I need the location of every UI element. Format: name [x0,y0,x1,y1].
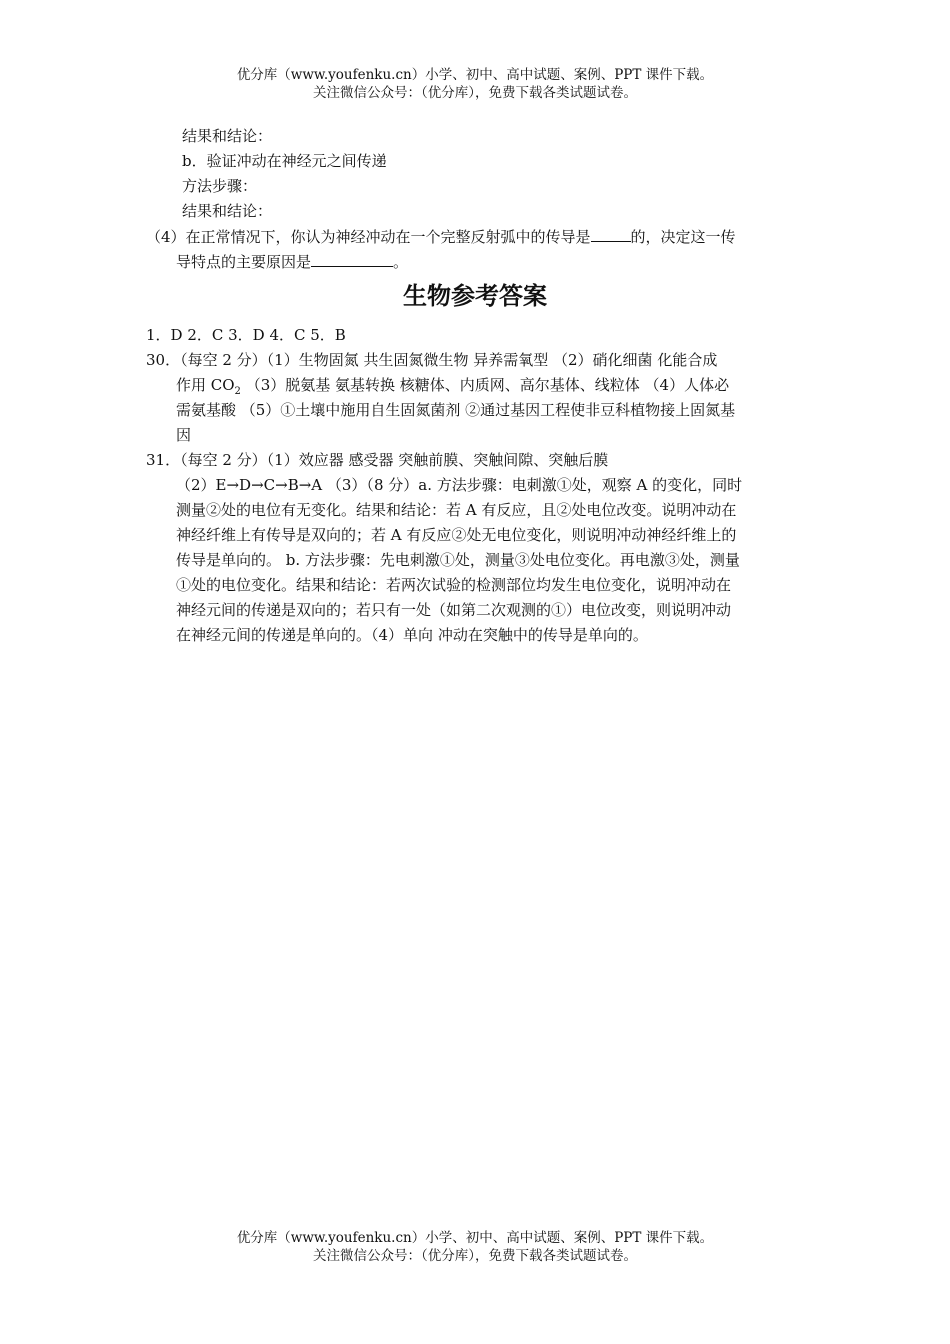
answer-choice-line: 1．D 2．C 3．D 4．C 5．B [146,326,346,344]
answer-31-line-5: 传导是单向的。 b. 方法步骤：先电刺激①处，测量③处电位变化。再电激③处，测量 [176,551,740,569]
question-4-text-4: 。 [393,253,409,271]
answer-30-text-b: （3）脱氨基 氨基转换 核糖体、内质网、高尔基体、线粒体 （4）人体必 [240,376,730,394]
page-header [0,66,950,102]
answer-31-line-8: 在神经元间的传递是单向的。（4）单向 冲动在突触中的传导是单向的。 [176,626,648,644]
method-steps-b: 方法步骤： [182,177,258,195]
result-conclusion-b: 结果和结论： [182,202,273,220]
answer-31-line-2: （2）E→D→C→B→A （3）（8 分）a. 方法步骤：电刺激①处，观察 A 的变化，同时 [176,476,743,494]
answer-30-line-3: 需氨基酸 （5）①土壤中施用自生固氮菌剂 ②通过基因工程使非豆科植物接上固氮基 [176,401,736,419]
answer-31-line-6: ①处的电位变化。结果和结论：若两次试验的检测部位均发生电位变化，说明冲动在 [176,576,732,594]
question-4-text-2: 的，决定这一传 [630,228,736,246]
answer-31-line-1: 31．（每空 2 分）（1）效应器 感受器 突触前膜、突触间隙、突触后膜 [146,451,609,469]
question-4-line-1 [146,224,736,250]
answer-key-title: 生物参考答案 [403,281,547,310]
answer-30-line-1: 30．（每空 2 分）（1）生物固氮 共生固氮微生物 异养需氧型 （2）硝化细菌 化能合成 [146,351,718,369]
answer-31-line-3: 测量②处的电位有无变化。结果和结论：若 A 有反应，且②处电位改变。说明冲动在 [176,501,737,519]
page-footer [0,1229,950,1265]
footer-line-2: 关注微信公众号：（优分库），免费下载各类试题试卷。 [313,1248,637,1264]
answer-blank-1 [591,224,631,242]
answer-31-line-4: 神经纤维上有传导是双向的；若 A 有反应②处无电位变化，则说明冲动神经纤维上的 [176,526,737,544]
answer-31-line-7: 神经元间的传递是双向的；若只有一处（如第二次观测的①）电位改变，则说明冲动 [176,601,732,619]
part-b-title: b．验证冲动在神经元之间传递 [182,152,387,170]
answer-30-line-4: 因 [176,426,192,444]
co2-subscript: 2 [234,386,241,397]
header-line-2: 关注微信公众号：（优分库），免费下载各类试题试卷。 [313,85,637,101]
result-conclusion-a: 结果和结论： [182,127,273,145]
question-4-line-2 [176,249,408,275]
header-line-1: 优分库（www.youfenku.cn）小学、初中、高中试题、案例、PPT 课件下载。 [236,67,714,83]
answer-blank-2 [311,249,393,267]
answer-30-text-a: 作用 CO [176,376,235,394]
footer-line-1: 优分库（www.youfenku.cn）小学、初中、高中试题、案例、PPT 课件下载。 [236,1230,714,1246]
question-4-text-1: （4）在正常情况下，你认为神经冲动在一个完整反射弧中的传导是 [146,228,591,246]
question-4-text-3: 导特点的主要原因是 [176,253,312,271]
